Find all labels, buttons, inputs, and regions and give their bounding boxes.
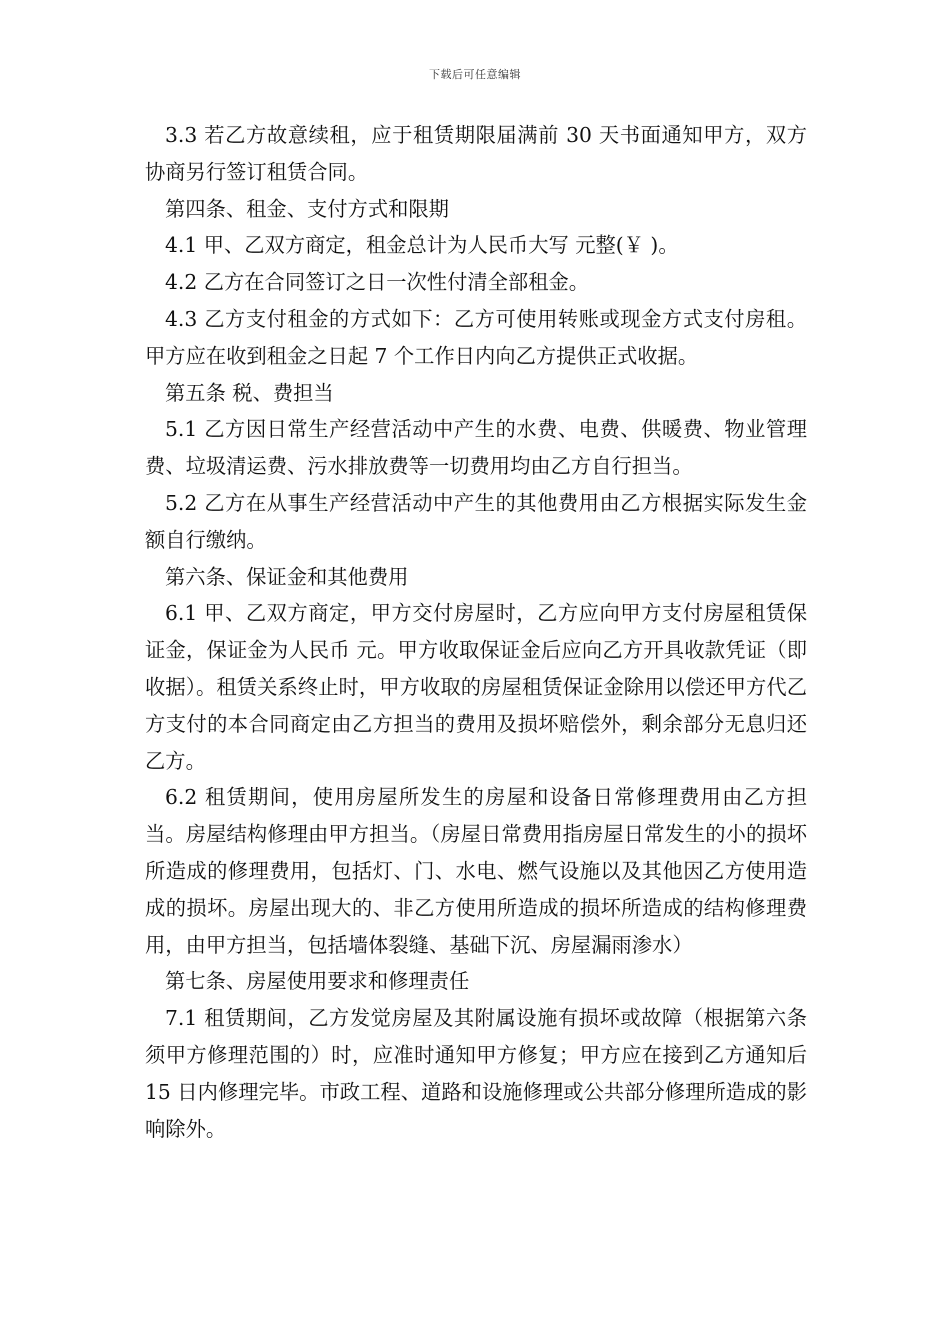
article-5-heading: 第五条 税、费担当 — [165, 380, 334, 405]
page-header: 下载后可任意编辑 — [429, 68, 521, 81]
clause-6-2: 6.2 租赁期间，使用房屋所发生的房屋和设备日常修理费用由乙方担当。房屋结构修理由甲方担当。（房屋日常费用指房屋日常发生的小的损坏所造成的修理费用，包括灯、门、水电、燃气设施以及其他因乙方使用造成的损坏。房屋出现大的、非乙方使用所造成的损坏所造成的结构修理费用，由甲方担当，包括墙体裂缝、基础下沉、房屋漏雨渗水） — [145, 785, 807, 957]
clause-4-1: 4.1 甲、乙双方商定，租金总计为人民币大写 元整(￥ )。 — [165, 233, 679, 258]
clause-5-1: 5.1 乙方因日常生产经营活动中产生的水费、电费、供暖费、物业管理费、垃圾清运费、污水排放费等一切费用均由乙方自行担当。 — [145, 417, 807, 479]
article-7-heading: 第七条、房屋使用要求和修理责任 — [165, 969, 470, 994]
clause-6-1: 6.1 甲、乙双方商定，甲方交付房屋时，乙方应向甲方支付房屋租赁保证金，保证金为人民币 元。甲方收取保证金后应向乙方开具收款凭证（即收据）。租赁关系终止时，甲方收取的房屋租赁保证金除用以偿还甲方代乙方支付的本合同商定由乙方担当的费用及损坏赔偿外，剩余部分无息归还乙方。 — [145, 601, 807, 773]
clause-3-3: 3.3 若乙方故意续租，应于租赁期限届满前 30 天书面通知甲方，双方协商另行签订租赁合同。 — [145, 123, 807, 184]
clause-5-2: 5.2 乙方在从事生产经营活动中产生的其他费用由乙方根据实际发生金额自行缴纳。 — [145, 490, 807, 552]
document-body — [145, 117, 807, 1147]
clause-4-2: 4.2 乙方在合同签订之日一次性付清全部租金。 — [165, 270, 590, 295]
article-6-heading: 第六条、保证金和其他费用 — [165, 564, 409, 589]
clause-7-1: 7.1 租赁期间，乙方发觉房屋及其附属设施有损坏或故障（根据第六条须甲方修理范围的）时，应准时通知甲方修复；甲方应在接到乙方通知后 15 日内修理完毕。市政工程、道路和设施修理或公共部分修理所造成的影响除外。 — [145, 1006, 807, 1141]
article-4-heading: 第四条、租金、支付方式和限期 — [165, 196, 449, 221]
clause-4-3: 4.3 乙方支付租金的方式如下：乙方可使用转账或现金方式支付房租。甲方应在收到租金之日起 7 个工作日内向乙方提供正式收据。 — [145, 306, 807, 368]
